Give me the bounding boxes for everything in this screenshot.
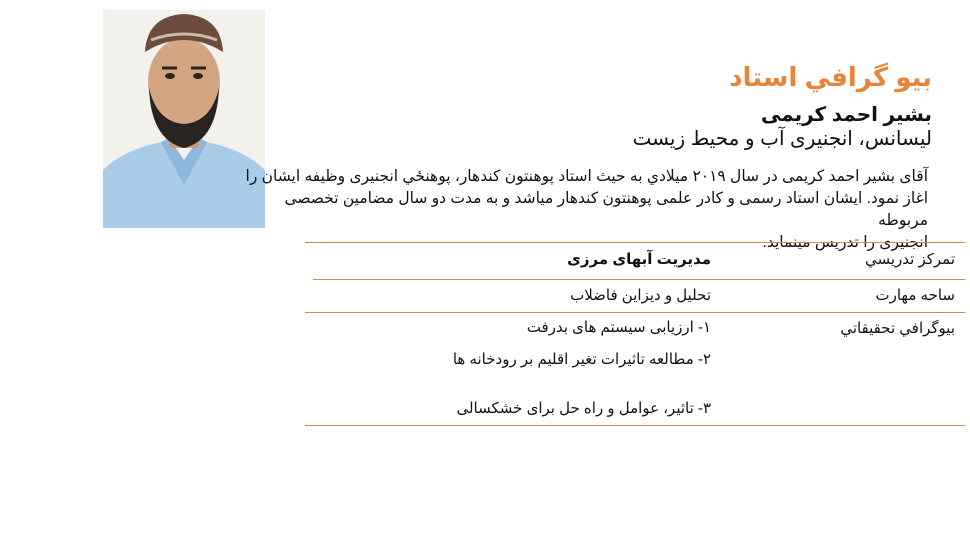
person-degree: لیسانس، انجنیری آب و محیط زیست (632, 128, 932, 150)
bio-line: انجنیری را تدریس مینماید. (762, 234, 928, 251)
skill-label: ساحه مهارت (875, 287, 955, 304)
bio-paragraph (238, 166, 928, 254)
research-label: بیوگرافي تحقیقاتي (840, 320, 955, 337)
table-divider (305, 425, 965, 426)
research-item: ۳- تاثیر، عوامل و راه حل برای خشکسالی (456, 400, 711, 417)
table-divider (305, 242, 965, 243)
skill-value: تحلیل و دیزاین فاضلاب (570, 287, 711, 304)
person-name: بشیر احمد کریمی (760, 104, 932, 126)
table-divider (305, 312, 965, 313)
table-divider (313, 279, 965, 280)
page-title: بیو گرافي استاد (729, 62, 932, 92)
focus-label: تمرکز تدریسي (864, 251, 955, 268)
bio-line: اغاز نمود. ایشان استاد رسمی و کادر علمی پوهنتون کندهار میاشد و به مدت دو سال مضامین تخصصی مربوطه (284, 190, 928, 229)
research-item: ۱- ارزیابی سیستم های بدرفت (526, 319, 711, 336)
info-table (305, 242, 965, 428)
research-item: ۲- مطالعه تاثیرات تغیر اقلیم بر رودخانه ها (452, 351, 711, 368)
focus-value: مدیریت آبهای مرزی (567, 251, 711, 268)
bio-line: آقای بشیر احمد کریمی در سال ۲۰۱۹ میلادي به حیث استاد پوهنتون کندهار، پوهنځي انجنیری وظیفه ایشان را (245, 168, 928, 185)
